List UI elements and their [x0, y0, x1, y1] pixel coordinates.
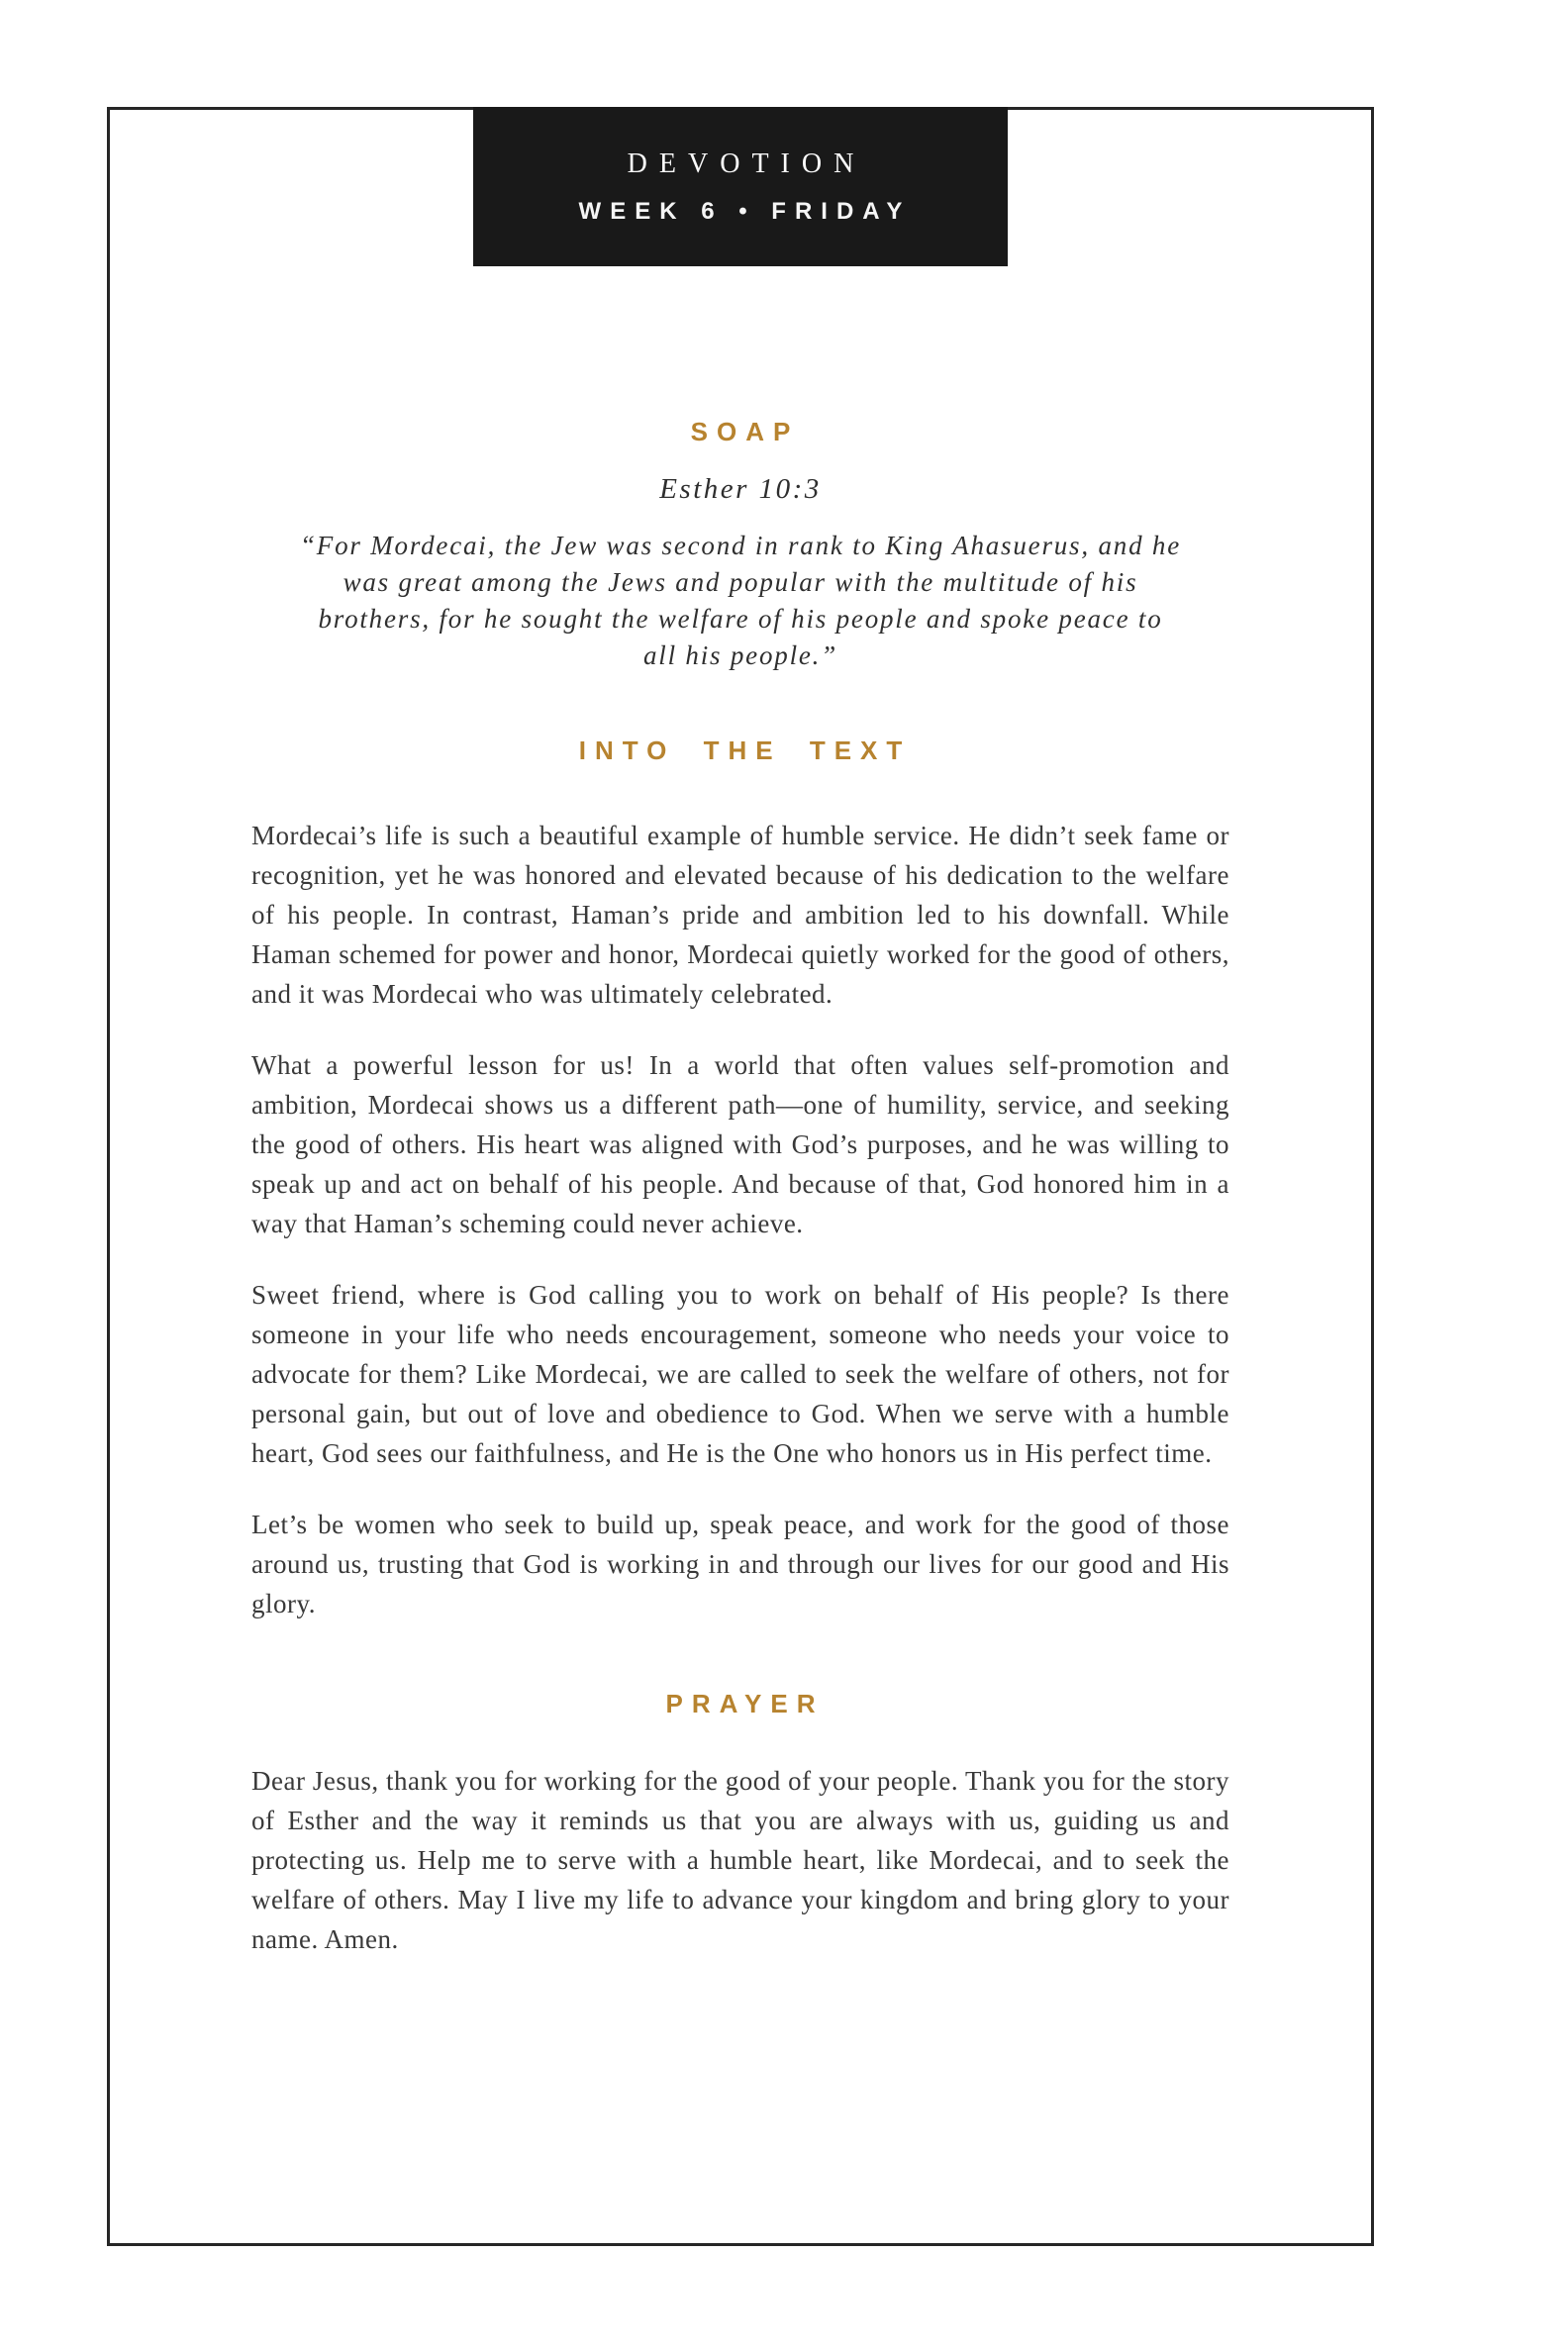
- into-the-text-heading: INTO THE TEXT: [578, 735, 912, 765]
- prayer-paragraph: Dear Jesus, thank you for working for the good of your people. Thank you for the story of Esther and the way it reminds us that you are always with us, guiding us and protecting us. Help me to serve with a humble heart, like Mordecai, and to seek the welfare of others. May I live my life to advance your kingdom and bring glory to your name. Amen.: [251, 1766, 1229, 1954]
- prayer-section-heading: PRAYER: [665, 1689, 825, 1718]
- scripture-reference: Esther 10:3: [659, 473, 822, 505]
- devotional-paragraph-3: Sweet friend, where is God calling you to work on behalf of His people? Is there someone in your life who needs encouragement, someone who needs your voice to advocate for them? Like Mordecai, we are called to seek the welfare of others, not for personal gain, but out of love and obedience to God. When we serve with a humble heart, God sees our faithfulness, and He is the One who honors us in His perfect time.: [251, 1280, 1229, 1468]
- scripture-quote: “For Mordecai, the Jew was second in rank to King Ahasuerus, and he was great among the Jews and popular with the multitude of his brothers, for he sought the welfare of his people and spoke peace to all his people.”: [299, 531, 1182, 670]
- devotional-paragraph-2: What a powerful lesson for us! In a world that often values self-promotion and ambition, Mordecai shows us a different path—one of humility, service, and seeking the good of others. His heart was aligned with God’s purposes, and he was willing to speak up and act on behalf of his people. And because of that, God honored him in a way that Haman’s scheming could never achieve.: [251, 1050, 1229, 1238]
- devotional-paragraph-4: Let’s be women who seek to build up, speak peace, and work for the good of those around us, trusting that God is working in and through our lives for our good and His glory.: [251, 1510, 1229, 1618]
- soap-section-heading: SOAP: [690, 417, 800, 446]
- devotional-content: [251, 417, 1229, 1959]
- devotional-paragraph-1: Mordecai’s life is such a beautiful example of humble service. He didn’t seek fame or recognition, yet he was honored and elevated because of his dedication to the welfare of his people. In contrast, Haman’s pride and ambition led to his downfall. While Haman schemed for power and honor, Mordecai quietly worked for the good of others, and it was Mordecai who was ultimately celebrated.: [251, 821, 1229, 1009]
- header-banner: [473, 107, 1008, 266]
- page-border-frame: [107, 107, 1374, 2246]
- devotion-title: DEVOTION: [627, 148, 866, 179]
- week-day-subtitle: WEEK 6 • FRIDAY: [578, 198, 912, 225]
